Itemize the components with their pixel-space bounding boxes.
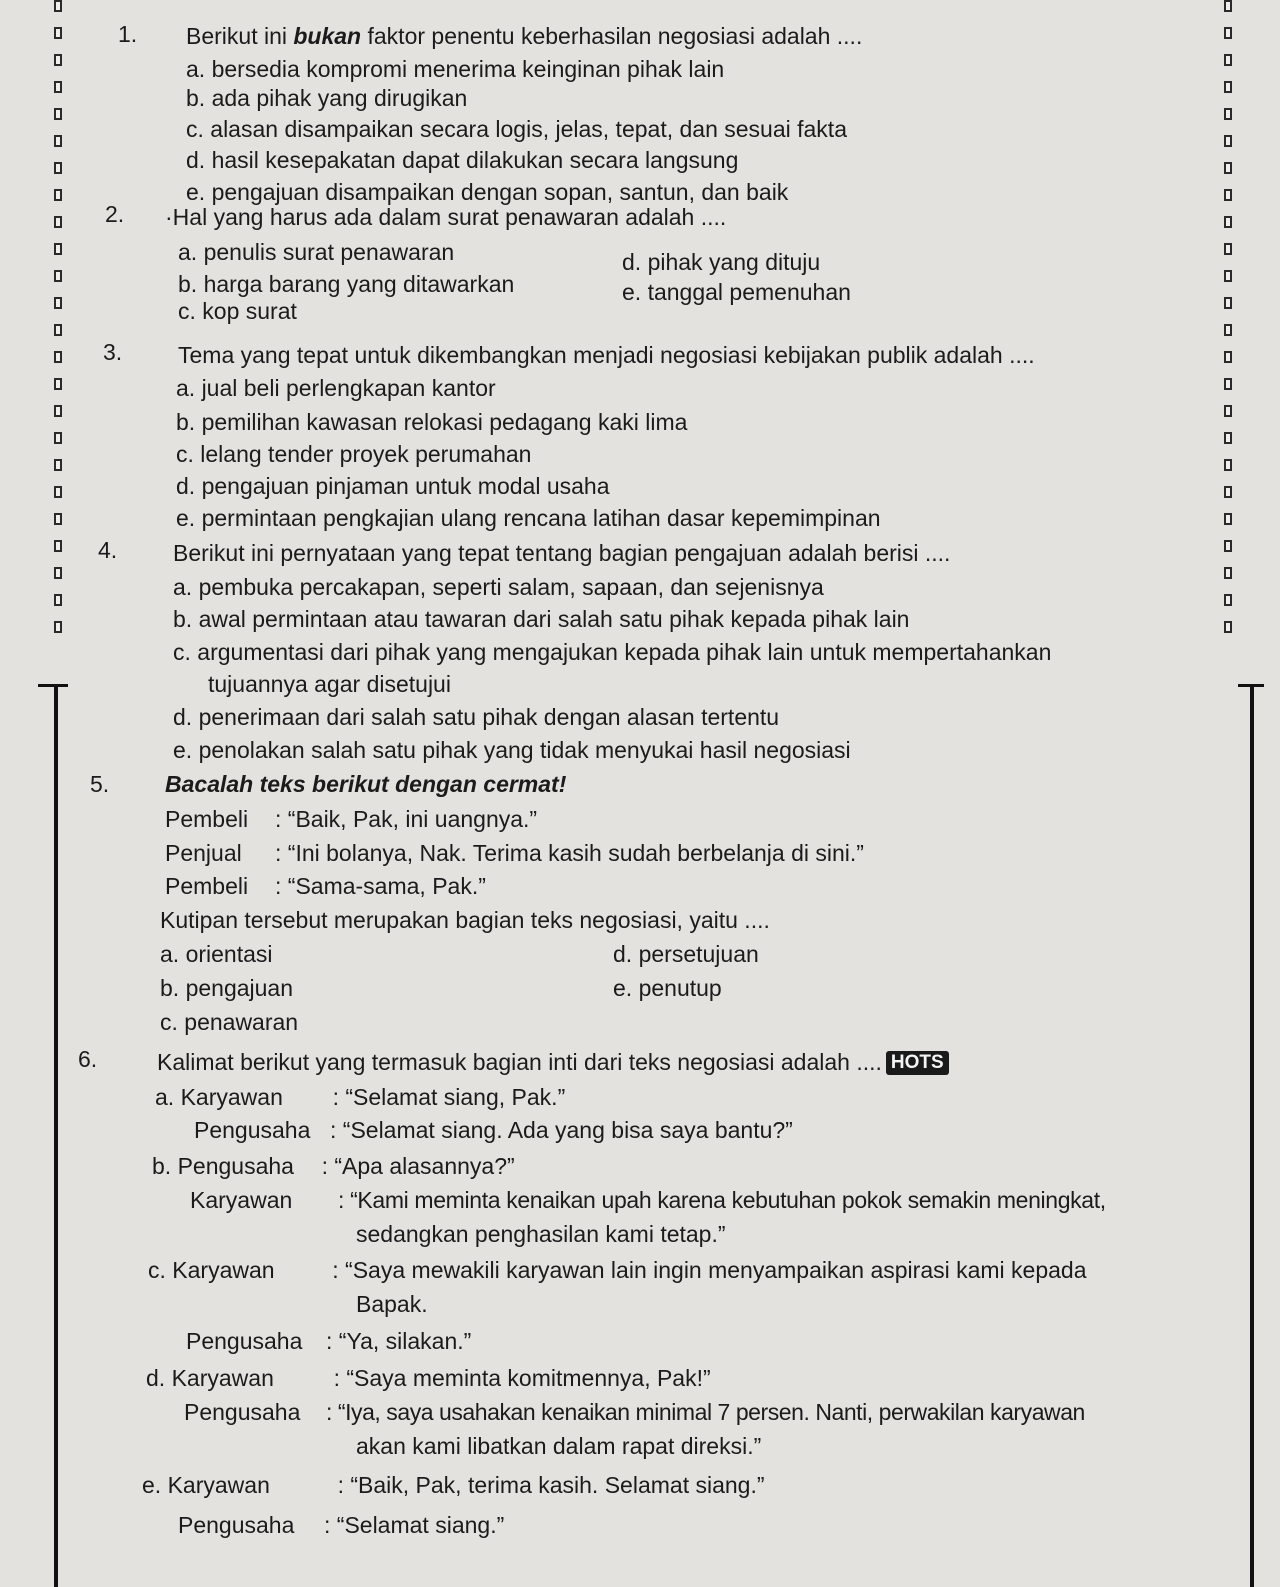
binding-ring <box>54 459 62 471</box>
binding-ring <box>54 405 62 417</box>
q5-dialog-line-3: Pembeli : “Sama-sama, Pak.” <box>165 873 486 899</box>
q5-option-d[interactable]: d. persetujuan <box>613 941 759 967</box>
q6-option-b-line-3: sedangkan penghasilan kami tetap.” <box>356 1221 726 1247</box>
q4-option-a[interactable]: a. pembuka percakapan, seperti salam, sapaan, dan sejenisnya <box>173 574 824 600</box>
q6-option-a-line-2: Pengusaha : “Selamat siang. Ada yang bisa saya bantu?” <box>194 1117 793 1143</box>
q6-option-e[interactable]: e. Karyawan : “Baik, Pak, terima kasih. Selamat siang.” <box>142 1472 765 1498</box>
binding-ring <box>1224 513 1232 525</box>
hots-badge: HOTS <box>886 1051 949 1075</box>
q1-option-a[interactable]: a. bersedia kompromi menerima keinginan pihak lain <box>186 56 725 82</box>
binding-ring <box>54 621 62 633</box>
binding-ring <box>1224 540 1232 552</box>
question-5-instruction: Bacalah teks berikut dengan cermat! <box>165 771 567 797</box>
binding-ring <box>1224 243 1232 255</box>
binding-ring <box>54 162 62 174</box>
binding-ring <box>1224 27 1232 39</box>
binding-ring <box>1224 621 1232 633</box>
q1-option-e[interactable]: e. pengajuan disampaikan dengan sopan, santun, dan baik <box>186 179 789 205</box>
binding-ring <box>1224 81 1232 93</box>
q1-option-b[interactable]: b. ada pihak yang dirugikan <box>186 85 468 111</box>
binding-ring <box>54 243 62 255</box>
q2-option-e[interactable]: e. tanggal pemenuhan <box>622 279 851 305</box>
q6-option-e-line-2: Pengusaha : “Selamat siang.” <box>178 1512 505 1538</box>
question-4-stem: Berikut ini pernyataan yang tepat tentang bagian pengajuan adalah berisi .... <box>173 540 951 566</box>
binding-ring <box>1224 324 1232 336</box>
binding-ring <box>1224 459 1232 471</box>
binding-ring <box>1224 189 1232 201</box>
binding-ring <box>54 432 62 444</box>
binding-ring <box>1224 486 1232 498</box>
q6-option-c-line-2: Bapak. <box>356 1291 428 1317</box>
q5-option-c[interactable]: c. penawaran <box>160 1009 299 1035</box>
frame-border-left <box>54 686 58 1587</box>
q5-dialog-speaker: Pembeli <box>165 806 249 832</box>
binding-ring <box>54 297 62 309</box>
binding-ring <box>54 270 62 282</box>
question-4-number: 4. <box>98 537 118 563</box>
binding-left <box>52 0 66 690</box>
binding-ring <box>1224 108 1232 120</box>
binding-right <box>1222 0 1236 690</box>
q5-option-a[interactable]: a. orientasi <box>160 941 273 967</box>
frame-corner-left <box>38 684 68 687</box>
q6-option-d-line-3: akan kami libatkan dalam rapat direksi.” <box>356 1433 762 1459</box>
question-6-number: 6. <box>78 1046 98 1072</box>
binding-ring <box>1224 567 1232 579</box>
binding-ring <box>54 324 62 336</box>
q4-option-d[interactable]: d. penerimaan dari salah satu pihak dengan alasan tertentu <box>173 704 780 730</box>
q5-dialog-line-1: Pembeli : “Baik, Pak, ini uangnya.” <box>165 806 538 832</box>
q5-dialog-speaker: Penjual <box>165 840 242 866</box>
binding-ring <box>54 0 62 12</box>
question-3-stem: Tema yang tepat untuk dikembangkan menjadi negosiasi kebijakan publik adalah .... <box>178 342 1035 368</box>
q1-option-d[interactable]: d. hasil kesepakatan dapat dilakukan secara langsung <box>186 147 739 173</box>
binding-ring <box>54 351 62 363</box>
q3-option-b[interactable]: b. pemilihan kawasan relokasi pedagang kaki lima <box>176 409 688 435</box>
binding-ring <box>1224 351 1232 363</box>
binding-ring <box>1224 270 1232 282</box>
q6-option-b[interactable]: b. Pengusaha : “Apa alasannya?” <box>152 1153 515 1179</box>
binding-ring <box>54 27 62 39</box>
binding-ring <box>54 108 62 120</box>
question-1-number: 1. <box>118 21 138 47</box>
binding-ring <box>54 594 62 606</box>
binding-ring <box>54 216 62 228</box>
question-1-stem: Berikut ini bukan faktor penentu keberhasilan negosiasi adalah .... <box>186 23 863 49</box>
question-3-number: 3. <box>103 339 123 365</box>
q3-option-d[interactable]: d. pengajuan pinjaman untuk modal usaha <box>176 473 610 499</box>
q6-option-c-line-3: Pengusaha : “Ya, silakan.” <box>186 1328 472 1354</box>
question-5-number: 5. <box>90 771 110 797</box>
binding-ring <box>54 567 62 579</box>
binding-ring <box>54 540 62 552</box>
frame-border-right <box>1250 686 1254 1587</box>
q3-option-a[interactable]: a. jual beli perlengkapan kantor <box>176 375 496 401</box>
q4-option-b[interactable]: b. awal permintaan atau tawaran dari salah satu pihak kepada pihak lain <box>173 606 910 632</box>
q6-option-c[interactable]: c. Karyawan : “Saya mewakili karyawan lain ingin menyampaikan aspirasi kami kepada <box>148 1257 1087 1283</box>
q6-option-d[interactable]: d. Karyawan : “Saya meminta komitmennya, Pak!” <box>146 1365 711 1391</box>
binding-ring <box>1224 54 1232 66</box>
q2-option-b[interactable]: b. harga barang yang ditawarkan <box>178 271 515 297</box>
binding-ring <box>54 513 62 525</box>
q3-option-e[interactable]: e. permintaan pengkajian ulang rencana latihan dasar kepemimpinan <box>176 505 881 531</box>
binding-ring <box>54 378 62 390</box>
question-2-stem: ·Hal yang harus ada dalam surat penawaran adalah .... <box>165 204 727 230</box>
q1-option-c[interactable]: c. alasan disampaikan secara logis, jelas, tepat, dan sesuai fakta <box>186 116 847 142</box>
q6-option-d-line-2: Pengusaha : “Iya, saya usahakan kenaikan minimal 7 persen. Nanti, perwakilan karyawan <box>184 1399 1085 1425</box>
q6-option-a[interactable]: a. Karyawan : “Selamat siang, Pak.” <box>155 1084 566 1110</box>
binding-ring <box>1224 405 1232 417</box>
binding-ring <box>1224 432 1232 444</box>
question-6-stem: Kalimat berikut yang termasuk bagian inti dari teks negosiasi adalah .... HOTS <box>157 1048 949 1076</box>
binding-ring <box>54 135 62 147</box>
binding-ring <box>1224 0 1232 12</box>
binding-ring <box>1224 135 1232 147</box>
q5-dialog-speaker: Pembeli <box>165 873 249 899</box>
binding-ring <box>54 54 62 66</box>
question-5-stem: Kutipan tersebut merupakan bagian teks negosiasi, yaitu .... <box>160 907 770 933</box>
q5-option-e[interactable]: e. penutup <box>613 975 722 1001</box>
binding-ring <box>1224 216 1232 228</box>
q2-option-a[interactable]: a. penulis surat penawaran <box>178 239 455 265</box>
q2-option-c[interactable]: c. kop surat <box>178 298 297 324</box>
binding-ring <box>54 486 62 498</box>
q2-option-d[interactable]: d. pihak yang dituju <box>622 249 821 275</box>
binding-ring <box>1224 297 1232 309</box>
q5-option-b[interactable]: b. pengajuan <box>160 975 294 1001</box>
binding-ring <box>54 81 62 93</box>
q4-option-c[interactable]: c. argumentasi dari pihak yang mengajukan kepada pihak lain untuk mempertahankan <box>173 639 1052 665</box>
q4-option-c-continued: tujuannya agar disetujui <box>208 671 451 697</box>
q4-option-e[interactable]: e. penolakan salah satu pihak yang tidak menyukai hasil negosiasi <box>173 737 851 763</box>
binding-ring <box>1224 162 1232 174</box>
question-2-number: 2. <box>105 201 125 227</box>
binding-ring <box>1224 378 1232 390</box>
q6-option-b-line-2: Karyawan : “Kami meminta kenaikan upah karena kebutuhan pokok semakin meningkat, <box>190 1187 1106 1213</box>
binding-ring <box>54 189 62 201</box>
binding-ring <box>1224 594 1232 606</box>
q3-option-c[interactable]: c. lelang tender proyek perumahan <box>176 441 532 467</box>
q5-dialog-line-2: Penjual : “Ini bolanya, Nak. Terima kasih sudah berbelanja di sini.” <box>165 840 864 866</box>
